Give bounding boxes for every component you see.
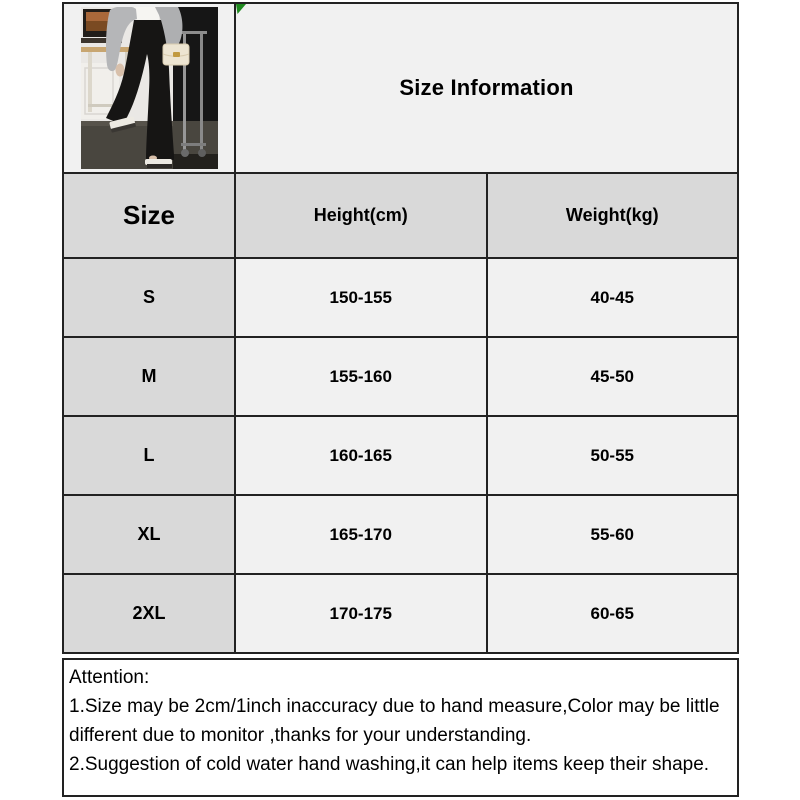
size-cell: S xyxy=(64,259,236,336)
attention-line: 1.Size may be 2cm/1inch inaccuracy due to hand measure,Color may be little xyxy=(69,696,720,717)
height-cell: 160-165 xyxy=(236,417,488,494)
table-row xyxy=(64,415,737,494)
top-row xyxy=(64,4,737,172)
size-cell: M xyxy=(64,338,236,415)
attention-line: different due to monitor ,thanks for your understanding. xyxy=(69,725,532,746)
column-header-weight: Weight(kg) xyxy=(488,174,738,257)
green-corner-marker xyxy=(236,4,246,14)
size-cell: L xyxy=(64,417,236,494)
weight-cell: 45-50 xyxy=(488,338,738,415)
page-title: Size Information xyxy=(399,75,574,100)
size-cell: 2XL xyxy=(64,575,236,652)
weight-cell: 55-60 xyxy=(488,496,738,573)
product-photo-cell xyxy=(64,4,236,172)
height-cell: 165-170 xyxy=(236,496,488,573)
column-header-size: Size xyxy=(64,174,236,257)
size-table-body xyxy=(64,257,737,652)
height-cell: 155-160 xyxy=(236,338,488,415)
table-row xyxy=(64,257,737,336)
table-row xyxy=(64,336,737,415)
table-row xyxy=(64,573,737,652)
column-header-height: Height(cm) xyxy=(236,174,488,257)
table-header-row xyxy=(64,172,737,257)
title-cell xyxy=(236,4,737,172)
height-cell: 150-155 xyxy=(236,259,488,336)
weight-cell: 40-45 xyxy=(488,259,738,336)
weight-cell: 60-65 xyxy=(488,575,738,652)
size-cell: XL xyxy=(64,496,236,573)
attention-box xyxy=(62,658,739,797)
table-row xyxy=(64,494,737,573)
product-photo xyxy=(81,7,218,169)
attention-line: Attention: xyxy=(69,667,150,688)
weight-cell: 50-55 xyxy=(488,417,738,494)
size-chart-sheet xyxy=(62,2,739,654)
attention-line: 2.Suggestion of cold water hand washing,it can help items keep their shape. xyxy=(69,754,710,775)
height-cell: 170-175 xyxy=(236,575,488,652)
